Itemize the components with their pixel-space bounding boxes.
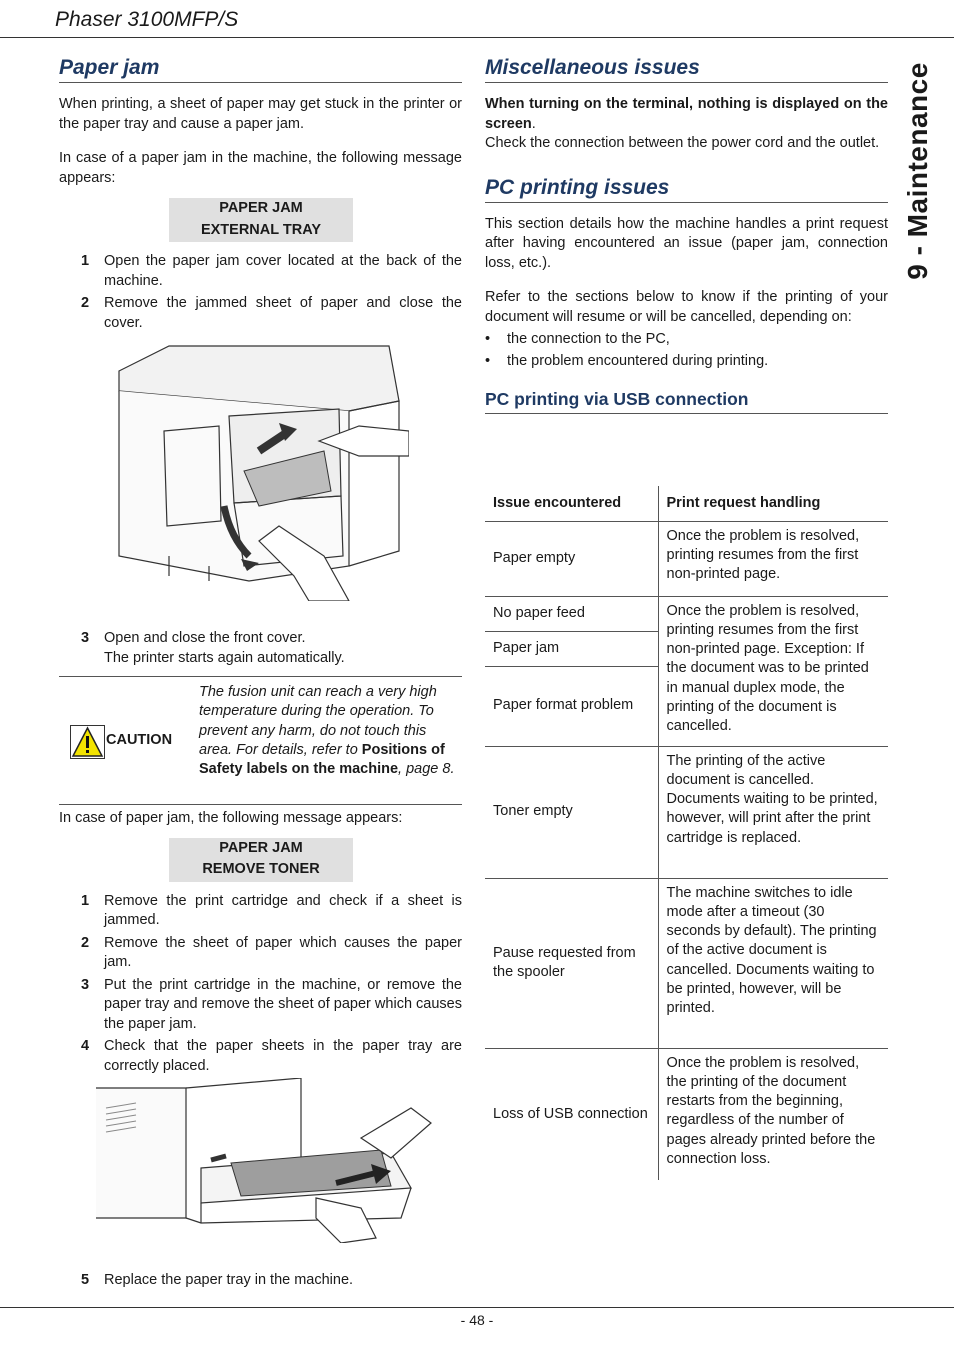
table-row <box>485 521 888 596</box>
step-number: 1 <box>81 892 90 909</box>
usb-issues-table <box>485 486 888 1180</box>
step-number: 2 <box>81 295 90 311</box>
issue-cell: Paper empty <box>485 521 658 596</box>
warning-icon <box>70 725 105 759</box>
handling-cell: Once the problem is resolved, printing resumes from the first non-printed page. <box>658 521 888 596</box>
message-line: EXTERNAL TRAY <box>200 221 322 238</box>
rear-jam-drawing <box>109 341 409 601</box>
step-text: Replace the paper tray in the machine. <box>104 1272 354 1288</box>
bullet-item: • the problem encountered during printing. <box>485 351 888 373</box>
issue-cell: No paper feed <box>485 596 658 631</box>
caution-text-main: The fusion unit can reach a very high temperature during the operation. To prevent any harm, do not touch this area. For details, refer to <box>199 684 437 758</box>
step-number: 3 <box>81 630 90 646</box>
header-title: Phaser 3100MFP/S <box>55 8 239 31</box>
steps-list-1 <box>59 252 462 333</box>
pc-printing-text-2: Refer to the sections below to know if the printing of your document will resume or will be cancelled, depending on: <box>485 289 888 325</box>
step-text: Check that the paper sheets in the paper tray are correctly placed. <box>104 1038 462 1074</box>
caution-reference: Positions of Safety labels on the machine <box>199 741 445 778</box>
chapter-tab-label: 9 - Maintenance <box>902 62 933 280</box>
message-line: PAPER JAM <box>219 839 303 856</box>
steps-list-2 <box>59 892 462 1077</box>
message-box-external-tray <box>169 198 353 242</box>
step-text: Open the paper jam cover located at the back of the machine. <box>104 253 462 289</box>
table-header-row <box>485 486 888 521</box>
misc-issues-bold: When turning on the terminal, nothing is displayed on the screen <box>485 96 888 132</box>
step-item <box>59 976 462 1035</box>
step-item <box>59 629 462 668</box>
step-text: Remove the jammed sheet of paper and close the cover. <box>104 295 462 331</box>
caution-text <box>199 683 461 779</box>
step-text: Open and close the front cover. <box>104 630 306 646</box>
step-item <box>59 1271 462 1291</box>
left-column <box>59 56 462 1291</box>
table-row <box>485 596 888 631</box>
message-line: PAPER JAM <box>219 200 303 216</box>
pc-printing-text-1: This section details how the machine handles a print request after having encountered an issue (paper jam, connection loss, etc.). <box>485 215 888 271</box>
handling-cell: Once the problem is resolved, printing resumes from the first non-printed page. Exception: If the document was to be printed in manual duplex mode, the printing of the document is cancelled. <box>658 596 888 746</box>
step-item <box>59 294 462 333</box>
step-text: Remove the sheet of paper which causes the paper jam. <box>104 934 462 970</box>
issue-cell: Paper jam <box>485 631 658 666</box>
paper-jam-intro: When printing, a sheet of paper may get stuck in the printer or the paper tray and cause a paper jam. <box>59 96 462 132</box>
misc-issues-title: Miscellaneous issues <box>485 56 888 83</box>
step-number: 1 <box>81 253 90 269</box>
step-item <box>59 934 462 973</box>
tray-jam-illustration <box>91 1078 436 1243</box>
step-text: Put the print cartridge in the machine, or remove the paper tray and remove the sheet of paper which causes the paper jam. <box>104 976 462 1032</box>
right-column <box>485 56 888 414</box>
pc-printing-title: PC printing issues <box>485 176 888 203</box>
step-number: 2 <box>81 934 90 951</box>
table-header-issue: Issue encountered <box>485 486 658 521</box>
message-line: REMOVE TONER <box>202 861 320 877</box>
step-number: 5 <box>81 1272 90 1288</box>
steps-list-step3 <box>59 629 462 668</box>
table-header-handling: Print request handling <box>658 486 888 521</box>
pc-printing-bullets <box>485 329 888 372</box>
bullet-item: • the connection to the PC, <box>485 329 888 351</box>
usb-section-title: PC printing via USB connection <box>485 389 888 414</box>
page-number: - 48 - <box>460 1312 494 1328</box>
handling-cell: Once the problem is resolved, the printing of the document restarts from the beginning, regardless of the number of pages already printed before the connection loss. <box>658 1048 888 1180</box>
step-text: Remove the print cartridge and check if a sheet is jammed. <box>104 892 462 928</box>
table-row <box>485 1048 888 1180</box>
footer-rule <box>0 1307 954 1308</box>
steps-list-step5 <box>59 1271 462 1291</box>
caution-box <box>59 676 462 805</box>
step-item <box>59 1037 462 1076</box>
issue-cell: Pause requested from the spooler <box>485 878 658 1048</box>
chapter-tab <box>896 60 940 282</box>
misc-issues-period: . <box>531 115 536 132</box>
paper-jam-title: Paper jam <box>59 56 462 83</box>
misc-issues-text <box>485 95 888 154</box>
issue-cell: Toner empty <box>485 746 658 878</box>
step-item <box>59 892 462 931</box>
paper-jam-intro-2: In case of a paper jam in the machine, the following message appears: <box>59 150 462 186</box>
issue-cell: Paper format problem <box>485 666 658 746</box>
step-number: 4 <box>81 1038 90 1054</box>
step-text-2: The printer starts again automatically. <box>104 649 345 666</box>
paper-jam-intro-3: In case of paper jam, the following message appears: <box>59 810 403 826</box>
caution-page-ref: , page 8. <box>398 761 455 778</box>
message-box-remove-toner <box>169 838 353 882</box>
caution-label: CAUTION <box>106 732 173 748</box>
handling-cell: The printing of the active document is cancelled. Documents waiting to be printed, however, will print after the print cartridge is replaced. <box>658 746 888 878</box>
rear-jam-illustration <box>109 341 409 601</box>
misc-issues-body: Check the connection between the power cord and the outlet. <box>485 135 880 151</box>
step-item <box>59 252 462 291</box>
table-row <box>485 746 888 878</box>
issue-cell: Loss of USB connection <box>485 1048 658 1180</box>
tray-jam-drawing <box>91 1078 436 1243</box>
step-number: 3 <box>81 976 90 993</box>
header-rule <box>0 37 954 38</box>
handling-cell: The machine switches to idle mode after a timeout (30 seconds by default). The printing of the active document is cancelled. Documents waiting to be printed, however, will be printed. <box>658 878 888 1048</box>
table-row <box>485 878 888 1048</box>
